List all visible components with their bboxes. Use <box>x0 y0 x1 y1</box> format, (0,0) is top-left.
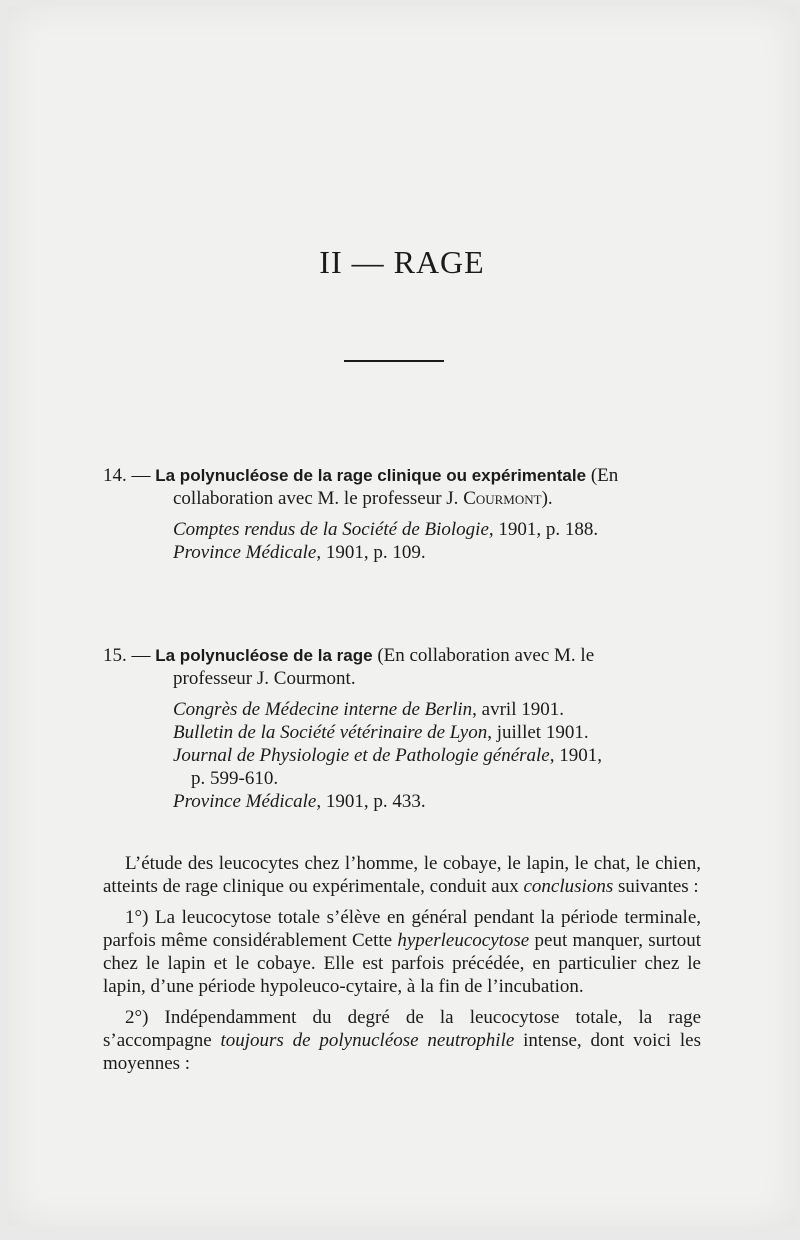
body-text <box>103 852 701 1083</box>
reference-item <box>173 541 703 564</box>
reference-detail: , 1901, <box>549 745 602 766</box>
entry-number: 14. <box>103 465 127 486</box>
entry-references <box>103 698 703 813</box>
reference-item <box>173 518 703 541</box>
document-page <box>8 6 796 1226</box>
section-heading: II — RAGE <box>319 244 485 280</box>
entry-heading <box>103 644 703 690</box>
reference-item <box>173 698 703 721</box>
reference-pages: p. 599-610. <box>191 768 279 789</box>
reference-item <box>173 721 703 744</box>
collab-end: ). <box>541 488 553 509</box>
emphasis: hyperleucocytose <box>397 930 530 951</box>
entry-collab-start: (En collaboration avec M. le <box>377 645 595 666</box>
entry-title: La polynucléose de la rage clinique ou expérimentale <box>155 466 587 485</box>
emphasis: conclusions <box>523 876 614 897</box>
entry-collab-continuation: professeur J. Courmont. <box>173 668 356 689</box>
entry-dash: — <box>131 465 151 486</box>
bibliography-entry-15 <box>103 644 703 813</box>
reference-work: Comptes rendus de la Société de Biologie <box>173 519 489 540</box>
paragraph-conclusion-2: 2°) Indépendamment du degré de la leucocytose totale, la rage s’accompagne toujours de polynucléose neutrophile intense, dont voici les moyennes : <box>103 1007 701 1074</box>
reference-detail: , 1901, p. 109. <box>316 542 426 563</box>
reference-detail: , 1901, p. 433. <box>316 791 426 812</box>
reference-detail: , 1901, p. 188. <box>488 519 599 540</box>
entry-heading <box>103 464 703 510</box>
reference-detail: , avril 1901. <box>472 699 564 720</box>
entry-number: 15. <box>103 645 127 666</box>
paragraph-conclusion-1: 1°) La leucocytose totale s’élève en général pendant la période terminale, parfois même considérablement Cette hyperleucocytose peut manquer, surtout chez le lapin et le cobaye. Elle est parfois précédée, en particulier chez le lapin, d’une période hypoleuco-cytaire, à la fin de l’incubation. <box>103 907 701 997</box>
reference-item <box>173 744 703 790</box>
reference-work: Journal de Physiologie et de Pathologie générale <box>173 745 550 766</box>
entry-collab-continuation <box>103 487 703 510</box>
reference-item <box>173 790 703 813</box>
entry-collab-start: (En <box>590 465 619 486</box>
bibliography-entry-14 <box>103 464 703 564</box>
entry-references <box>103 518 703 564</box>
entry-dash: — <box>131 645 151 666</box>
entry-title: La polynucléose de la rage <box>155 646 373 665</box>
reference-work: Province Médicale <box>173 791 317 812</box>
reference-work: Province Médicale <box>173 542 317 563</box>
divider-rule <box>344 360 444 362</box>
reference-detail: , juillet 1901. <box>487 722 589 743</box>
collab-text: collaboration avec M. le professeur J. <box>173 488 459 509</box>
reference-work: Congrès de Médecine interne de Berlin <box>173 699 473 720</box>
emphasis: toujours de polynucléose neutrophile <box>220 1030 515 1051</box>
collab-name: Courmont <box>463 488 542 509</box>
paragraph-intro: L’étude des leucocytes chez l’homme, le cobaye, le lapin, le chat, le chien, atteints de rage clinique ou expérimentale, conduit aux conclusions suivantes : <box>103 853 701 897</box>
reference-work: Bulletin de la Société vétérinaire de Lyon <box>173 722 488 743</box>
